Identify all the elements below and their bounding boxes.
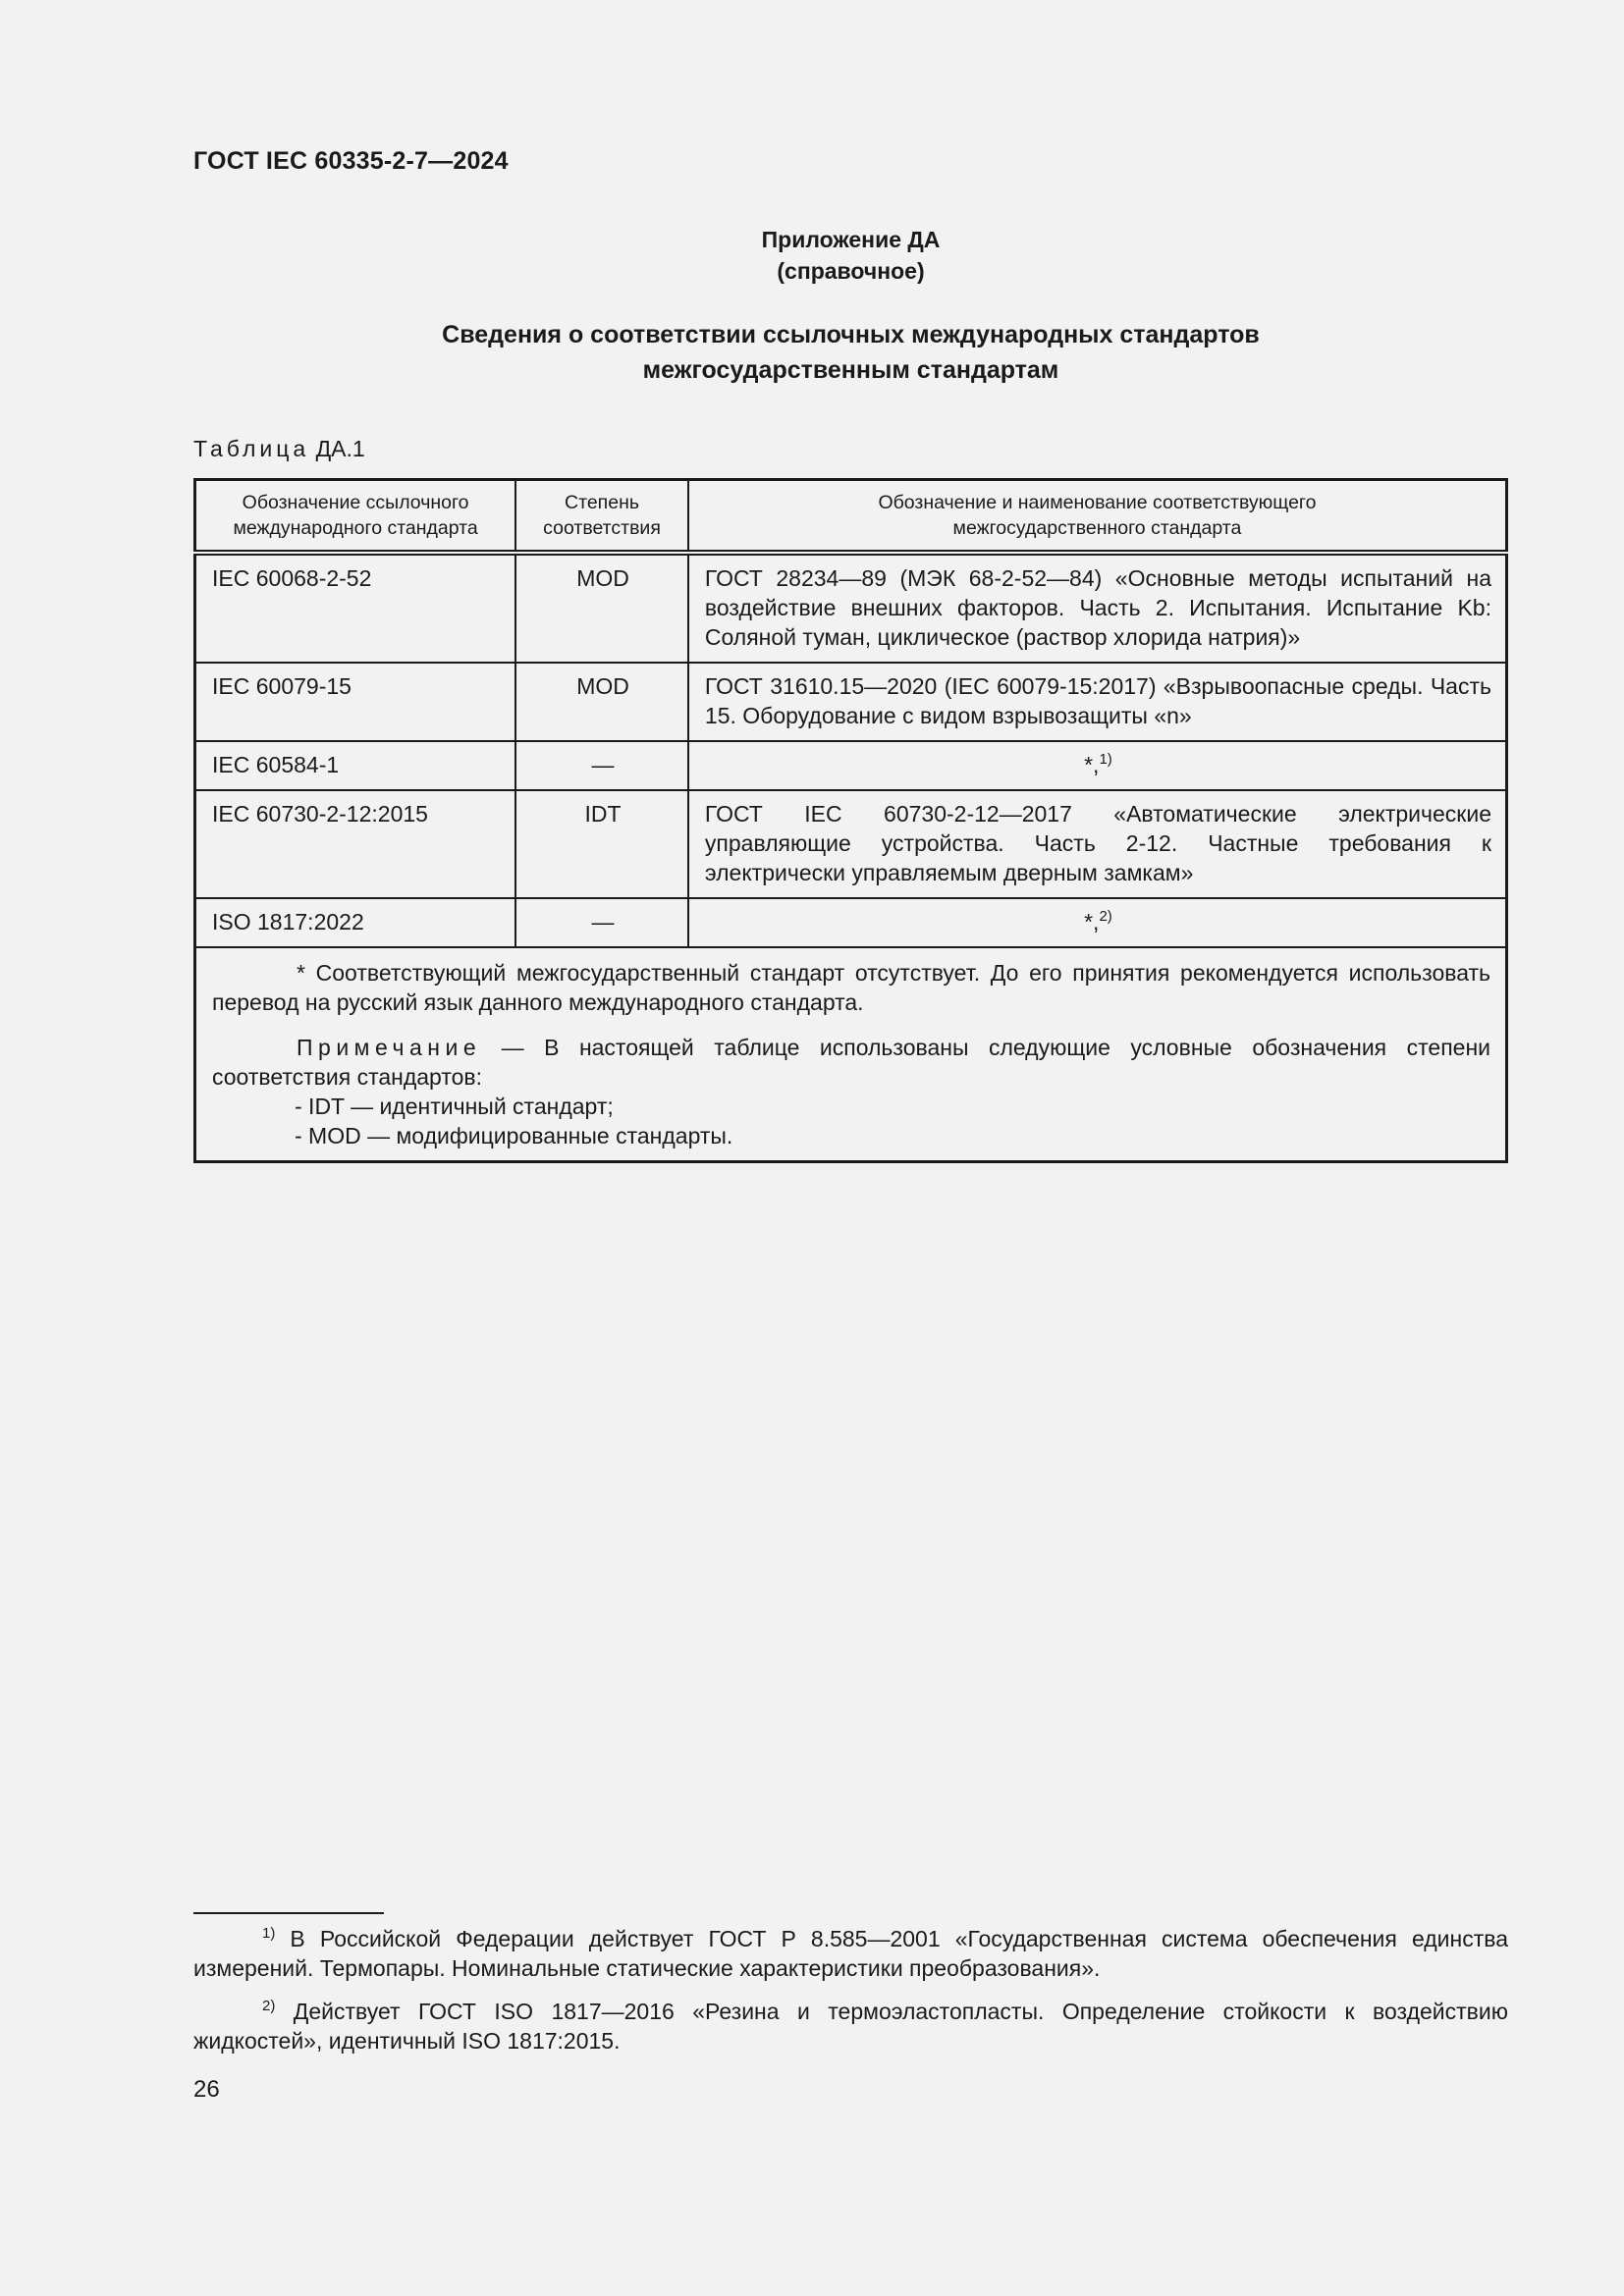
standards-correspondence-table — [193, 478, 1508, 1163]
cell-text: ГОСТ 28234—89 (МЭК 68-2-52—84) «Основные методы испытаний на воздействие внешних факторов. Часть 2. Испытания. Испытание Kb: Соляной туман, циклическое (раствор хлорида натрия)» — [704, 565, 1491, 650]
notes-container — [196, 948, 1505, 1160]
cell-text: IEC 60068-2-52 — [212, 565, 372, 591]
column-header-text: Степень — [565, 492, 640, 513]
column-header-degree — [515, 480, 688, 554]
column-header-intl-standard — [195, 480, 516, 554]
cell-intl-standard — [195, 663, 516, 741]
cell-interstate-standard — [688, 898, 1507, 947]
table-row — [195, 553, 1507, 663]
cell-intl-standard — [195, 898, 516, 947]
annex-title: Приложение ДА — [761, 227, 941, 252]
table-row — [195, 663, 1507, 741]
footnotes — [193, 1924, 1508, 2069]
annex-type: (справочное) — [777, 258, 925, 284]
absent-standard-mark: *, — [1084, 909, 1100, 934]
page-number: 26 — [193, 2076, 220, 2103]
cell-degree — [515, 553, 688, 663]
cell-text: IEC 60584-1 — [212, 752, 340, 777]
note-label: Примечание — [297, 1035, 482, 1060]
cell-text: MOD — [576, 673, 629, 699]
footnote-text: В Российской Федерации действует ГОСТ Р 8.585—2001 «Государственная система обеспечения единства измерений. Термопары. Номинальные статические характеристики преобразования». — [193, 1926, 1508, 1981]
table-notes-row — [195, 947, 1507, 1162]
footnote-separator — [193, 1912, 384, 1914]
asterisk-note: * Соответствующий межгосударственный стандарт отсутствует. До его принятия рекомендуется использовать перевод на русский язык данного международного стандарта. — [212, 960, 1490, 1015]
column-header-text: международного стандарта — [233, 517, 478, 539]
footnote-text: Действует ГОСТ ISO 1817—2016 «Резина и термоэластопласты. Определение стойкости к воздействию жидкостей», идентичный ISO 1817:2015. — [193, 1999, 1508, 2054]
cell-intl-standard — [195, 790, 516, 898]
table-caption-number: ДА.1 — [315, 436, 365, 461]
footnote-marker: 2) — [262, 1998, 276, 2014]
spacer — [212, 1017, 1490, 1033]
cell-degree — [515, 741, 688, 790]
table-row — [195, 790, 1507, 898]
cell-text: ГОСТ 31610.15—2020 (IEC 60079-15:2017) «Взрывоопасные среды. Часть 15. Оборудование с видом взрывозащиты «n» — [704, 673, 1491, 728]
cell-degree — [515, 898, 688, 947]
cell-interstate-standard — [688, 553, 1507, 663]
column-header-text: Обозначение и наименование соответствующего — [878, 492, 1317, 513]
cell-text: IDT — [584, 801, 622, 827]
cell-text: IEC 60079-15 — [212, 673, 352, 699]
table-notes-cell — [195, 947, 1507, 1162]
annex-heading — [0, 224, 1624, 287]
cell-interstate-standard — [688, 790, 1507, 898]
column-header-text: межгосударственного стандарта — [952, 517, 1242, 539]
section-title-line-2: межгосударственным стандартам — [642, 356, 1059, 384]
footnote-2 — [193, 1997, 1508, 2056]
cell-text: — — [591, 909, 615, 934]
footnote-ref-1: 1) — [1099, 751, 1112, 768]
note-list-item-idt: - IDT — идентичный стандарт; — [295, 1094, 614, 1119]
cell-interstate-standard — [688, 663, 1507, 741]
column-header-text: Обозначение ссылочного — [242, 492, 469, 513]
cell-text: MOD — [576, 565, 629, 591]
note-list-item-mod: - MOD — модифицированные стандарты. — [295, 1123, 733, 1148]
document-code-header: ГОСТ IEC 60335-2-7—2024 — [193, 147, 509, 175]
cell-intl-standard — [195, 741, 516, 790]
absent-standard-mark: *, — [1084, 752, 1100, 777]
table-caption — [193, 436, 365, 462]
table-caption-word: Таблица — [193, 436, 310, 461]
cell-text: ГОСТ IEC 60730-2-12—2017 «Автоматические электрические управляющие устройства. Часть 2-12. Частные требования к электрически управляемым дверным замкам» — [704, 801, 1491, 885]
column-header-text: соответствия — [543, 517, 661, 539]
cell-text: IEC 60730-2-12:2015 — [212, 801, 428, 827]
table-row — [195, 898, 1507, 947]
cell-mark — [689, 742, 1505, 789]
cell-mark — [689, 899, 1505, 946]
table-header-row — [195, 480, 1507, 554]
footnote-1 — [193, 1924, 1508, 1983]
column-header-interstate-standard — [688, 480, 1507, 554]
footnote-marker: 1) — [262, 1925, 276, 1942]
table-row — [195, 741, 1507, 790]
note-paragraph — [212, 1033, 1490, 1092]
section-title — [0, 317, 1624, 388]
note-text: — В настоящей таблице использованы следующие условные обозначения степени соответствия стандартов: — [212, 1035, 1490, 1090]
cell-interstate-standard — [688, 741, 1507, 790]
cell-degree — [515, 663, 688, 741]
cell-intl-standard — [195, 553, 516, 663]
cell-text: ISO 1817:2022 — [212, 909, 364, 934]
footnote-ref-2: 2) — [1099, 908, 1112, 925]
cell-text: — — [591, 752, 615, 777]
cell-degree — [515, 790, 688, 898]
section-title-line-1: Сведения о соответствии ссылочных международных стандартов — [442, 321, 1260, 348]
